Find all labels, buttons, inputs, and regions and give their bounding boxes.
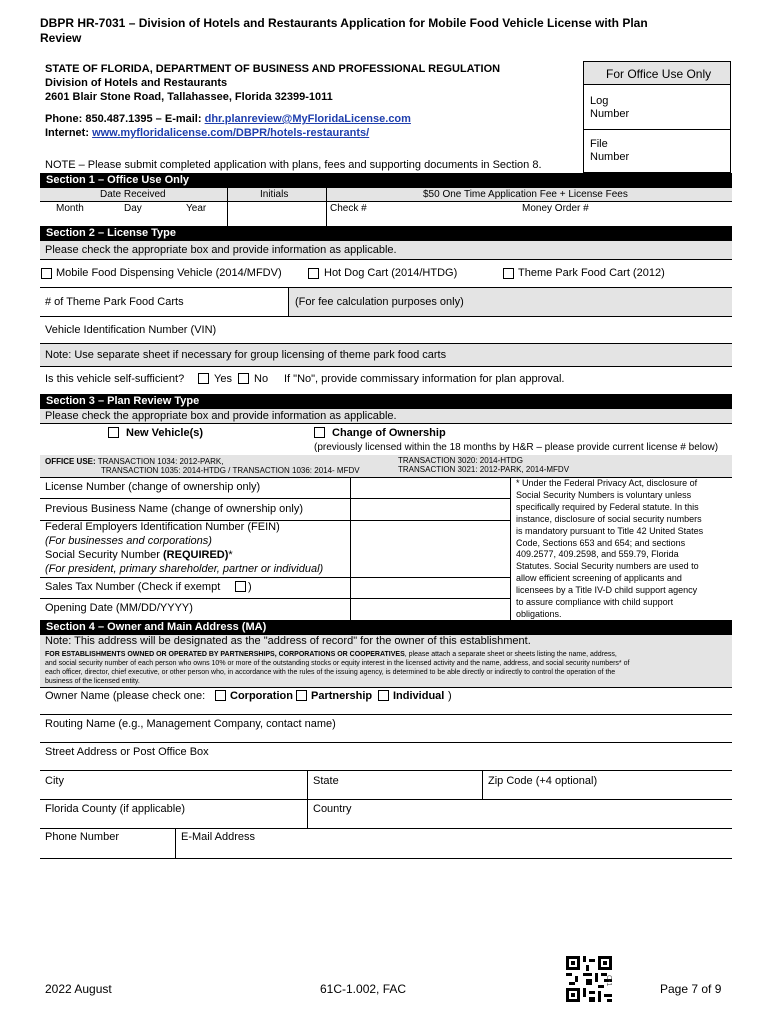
ownership-disclosure-text: FOR ESTABLISHMENTS OWNED OR OPERATED BY PARTNERSHIPS, CORPORATIONS OR COOPERATIVES, please attach a separate sheet or sheets listing the name, address, and social security number of each person who owns 10% or more of the outstanding stocks or equity interest in the licensed activity and the name, address, and social security numbers* of each officer, director, chief executive, or other person who, in accordance with the rules of the issuing agency, is determined to be able directly or indirectly to control the operation of the business of the licensed entity.	[45, 651, 630, 685]
footer-rule: 61C-1.002, FAC	[320, 982, 407, 996]
section3-instruction: Please check the appropriate box and provide information as applicable.	[45, 410, 397, 422]
license-number-label: License Number (change of ownership only)	[45, 481, 261, 493]
money-order-label: Money Order #	[522, 203, 589, 214]
footer-page-number: Page 7 of 9	[660, 982, 722, 996]
file-label: File	[590, 138, 608, 150]
street-address-field[interactable]	[40, 760, 732, 770]
state-label: State	[313, 775, 339, 787]
date-received-label: Date Received	[100, 189, 166, 200]
routing-name-field[interactable]	[40, 732, 732, 742]
ssn-sublabel: (For president, primary shareholder, partner or individual)	[45, 563, 324, 575]
section3-header: Section 3 – Plan Review Type	[40, 394, 732, 409]
contact-internet: Internet: www.myfloridalicense.com/DBPR/hotels-restaurants/	[45, 127, 370, 139]
individual-label: Individual	[393, 690, 445, 702]
privacy-act-notice: * Under the Federal Privacy Act, disclosure of Social Security Numbers is voluntary unless specifically required by Federal statute. In this instance, disclosure of social security numbers is mandatory pursuant to Title 42 United States Code, Sections 653 and 654; and sections 409.2577, 409.2598, and 559.79, Florida Statutes. Social Security numbers are used to allow efficient screening of applicants and licensees by a Title IV-D child support agency to assure compliance with child support obligations.	[516, 478, 704, 619]
section2-header: Section 2 – License Type	[40, 226, 732, 241]
self-sufficient-question: Is this vehicle self-sufficient?	[45, 373, 185, 385]
country-field[interactable]	[308, 817, 731, 827]
zip-code-label: Zip Code (+4 optional)	[488, 775, 598, 787]
fein-label: Federal Employers Identification Number (FEIN)	[45, 521, 280, 533]
hot-dog-cart-label: Hot Dog Cart (2014/HTDG)	[324, 267, 458, 279]
hot-dog-cart-checkbox[interactable]	[308, 268, 319, 279]
sales-tax-exempt-checkbox[interactable]	[235, 581, 246, 592]
log-label: Log	[590, 95, 609, 107]
self-sufficient-no-checkbox[interactable]	[238, 373, 249, 384]
self-sufficient-yes-checkbox[interactable]	[198, 373, 209, 384]
county-label: Florida County (if applicable)	[45, 803, 186, 815]
routing-name-label: Routing Name (e.g., Management Company, contact name)	[45, 718, 336, 730]
initials-field[interactable]	[228, 201, 326, 226]
zip-code-field[interactable]	[483, 789, 731, 798]
log-number-label: Number	[590, 108, 630, 120]
division-name: Division of Hotels and Restaurants	[45, 77, 228, 89]
initials-label: Initials	[260, 189, 289, 200]
sales-tax-close-paren: )	[248, 581, 252, 593]
fein-sublabel: (For businesses and corporations)	[45, 535, 212, 547]
agency-name: STATE OF FLORIDA, DEPARTMENT OF BUSINESS AND PROFESSIONAL REGULATION	[45, 63, 501, 75]
address-of-record-note: Note: This address will be designated as the "address of record" for the owner of this establishment.	[45, 635, 531, 647]
mfdv-label: Mobile Food Dispensing Vehicle (2014/MFDV)	[56, 267, 282, 279]
day-label: Day	[124, 203, 142, 214]
owner-name-label: Owner Name (please check one:	[45, 690, 206, 702]
individual-checkbox[interactable]	[378, 690, 389, 701]
county-field[interactable]	[40, 817, 307, 827]
month-label: Month	[56, 203, 84, 214]
yes-label: Yes	[214, 373, 232, 385]
date-received-field[interactable]	[40, 215, 227, 226]
theme-park-cart-checkbox[interactable]	[503, 268, 514, 279]
previously-licensed-note: (previously licensed within the 18 months by H&R – please provide current license # below)	[314, 442, 719, 453]
section4-header: Section 4 – Owner and Main Address (MA)	[40, 620, 732, 635]
group-licensing-note: Note: Use separate sheet if necessary for group licensing of theme park food carts	[45, 349, 447, 361]
office-use-box	[583, 61, 731, 173]
email-link[interactable]: dhr.planreview@MyFloridaLicense.com	[204, 113, 411, 125]
office-use-transactions-right-2: TRANSACTION 3021: 2012-PARK, 2014-MFDV	[398, 465, 570, 474]
sales-tax-field[interactable]	[351, 578, 509, 598]
qr-side-code: C-1	[605, 975, 612, 987]
previous-business-name-label: Previous Business Name (change of ownership only)	[45, 503, 304, 515]
website-link[interactable]: www.myfloridalicense.com/DBPR/hotels-restaurants/	[92, 127, 370, 139]
change-ownership-label: Change of Ownership	[332, 427, 446, 439]
ssn-label: Social Security Number (REQUIRED)*	[45, 549, 233, 561]
year-label: Year	[186, 203, 207, 214]
theme-park-cart-label: Theme Park Food Cart (2012)	[518, 267, 665, 279]
opening-date-label: Opening Date (MM/DD/YYYY)	[45, 602, 193, 614]
vin-label: Vehicle Identification Number (VIN)	[45, 324, 217, 336]
office-use-title: For Office Use Only	[606, 67, 712, 81]
file-number-label: Number	[590, 151, 630, 163]
new-vehicle-label: New Vehicle(s)	[126, 427, 204, 439]
office-use-transactions-left: OFFICE USE: TRANSACTION 1034: 2012-PARK,	[45, 457, 224, 466]
sales-tax-label: Sales Tax Number (Check if exempt	[45, 581, 221, 593]
no-label: No	[254, 373, 269, 385]
change-ownership-checkbox[interactable]	[314, 427, 325, 438]
ssn-field[interactable]	[351, 549, 509, 577]
owner-name-field[interactable]	[40, 704, 732, 714]
section1-header: Section 1 – Office Use Only	[40, 173, 732, 188]
phone-number-field[interactable]	[40, 845, 175, 857]
city-field[interactable]	[40, 789, 307, 798]
email-address-field[interactable]	[176, 845, 731, 857]
license-number-field[interactable]	[351, 478, 509, 498]
owner-name-close: )	[448, 690, 452, 702]
previous-business-name-field[interactable]	[351, 499, 509, 520]
fein-field[interactable]	[351, 521, 509, 548]
carts-count-label: # of Theme Park Food Carts	[45, 296, 184, 308]
office-use-transactions-left-2: TRANSACTION 1035: 2014-HTDG / TRANSACTION 1036: 2014- MFDV	[101, 466, 360, 475]
submission-note: NOTE – Please submit completed application with plans, fees and supporting documents in Section 8.	[45, 159, 542, 171]
corporation-label: Corporation	[230, 690, 293, 702]
form-title-cont: Review	[40, 31, 82, 45]
section2-instruction: Please check the appropriate box and provide information as applicable.	[45, 244, 397, 256]
partnership-label: Partnership	[311, 690, 373, 702]
opening-date-field[interactable]	[351, 599, 509, 619]
phone-number-label: Phone Number	[45, 831, 119, 843]
contact-phone: Phone: 850.487.1395 – E-mail: dhr.planreview@MyFloridaLicense.com	[45, 113, 411, 125]
footer-date: 2022 August	[45, 982, 112, 996]
carts-count-field[interactable]	[200, 288, 288, 316]
new-vehicle-checkbox[interactable]	[108, 427, 119, 438]
check-number-label: Check #	[330, 203, 367, 214]
vin-field[interactable]	[230, 317, 730, 343]
division-address: 2601 Blair Stone Road, Tallahassee, Florida 32399-1011	[45, 91, 333, 103]
office-use-transactions-right: TRANSACTION 3020: 2014-HTDG	[398, 456, 523, 465]
country-label: Country	[313, 803, 352, 815]
street-address-label: Street Address or Post Office Box	[45, 746, 209, 758]
carts-fee-note: (For fee calculation purposes only)	[295, 296, 464, 308]
fee-label: $50 One Time Application Fee + License Fees	[423, 189, 628, 200]
commissary-note: If "No", provide commissary information for plan approval.	[284, 373, 565, 385]
city-label: City	[45, 775, 64, 787]
email-address-label: E-Mail Address	[181, 831, 255, 843]
mfdv-checkbox[interactable]	[41, 268, 52, 279]
state-field[interactable]	[308, 789, 482, 798]
form-title: DBPR HR-7031 – Division of Hotels and Restaurants Application for Mobile Food Vehicle License with Plan	[40, 16, 648, 30]
corporation-checkbox[interactable]	[215, 690, 226, 701]
partnership-checkbox[interactable]	[296, 690, 307, 701]
